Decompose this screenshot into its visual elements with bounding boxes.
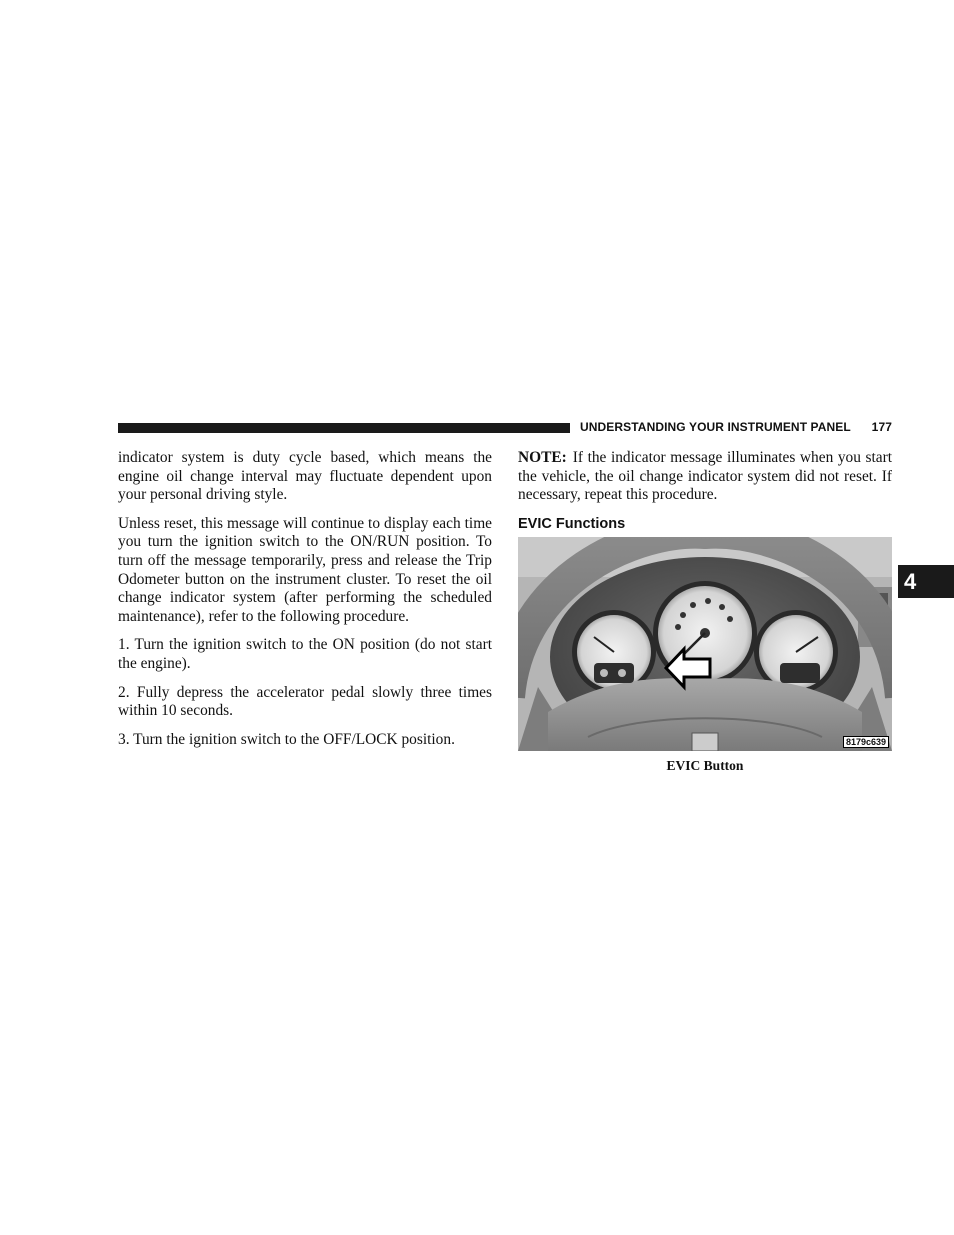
right-column: [518, 449, 892, 539]
note-text: If the indicator message illuminates when you start the vehicle, the oil change indicator system did not reset. If necessary, repeat this procedure.: [518, 449, 892, 504]
running-header: [580, 420, 892, 434]
chapter-tab: 4: [898, 565, 954, 598]
paragraph: indicator system is duty cycle based, which means the engine oil change interval may fluctuate dependent upon your personal driving style.: [118, 449, 492, 504]
left-column: [118, 449, 492, 759]
paragraph: Unless reset, this message will continue to display each time you turn the ignition switch to the ON/RUN position. To turn off the message temporarily, press and release the Trip Odometer button on the instrument cluster. To reset the oil change indicator system (after performing the scheduled maintenance), refer to the following procedure.: [118, 514, 492, 625]
note-paragraph: [518, 449, 892, 505]
figure-code: 8179c639: [843, 736, 889, 748]
procedure-step-1: 1. Turn the ignition switch to the ON position (do not start the engine).: [118, 636, 492, 672]
section-heading: EVIC Functions: [518, 515, 626, 532]
header-rule: [118, 423, 570, 433]
procedure-step-2: 2. Fully depress the accelerator pedal slowly three times within 10 seconds.: [118, 683, 492, 720]
note-label: NOTE:: [518, 449, 567, 466]
instrument-cluster-illustration: [518, 537, 892, 751]
header-section-title: UNDERSTANDING YOUR INSTRUMENT PANEL: [580, 420, 851, 434]
figure-caption: EVIC Button: [666, 758, 744, 773]
evic-figure: [518, 537, 892, 751]
procedure-step-3: 3. Turn the ignition switch to the OFF/LOCK position.: [118, 730, 455, 748]
page-number: 177: [871, 420, 892, 434]
